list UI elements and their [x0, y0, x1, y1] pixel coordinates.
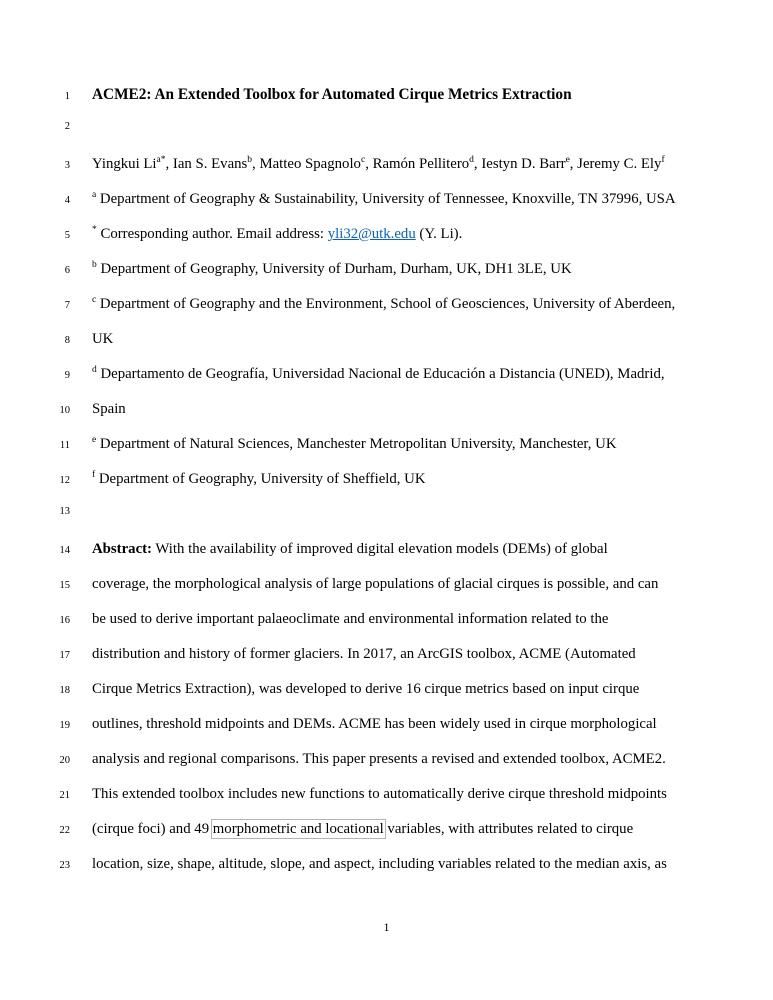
- abstract-text: analysis and regional comparisons. This paper presents a revised and extended toolbox, ACME2.: [92, 751, 666, 767]
- affiliation-text: Spain: [92, 401, 126, 417]
- abstract-text: outlines, threshold midpoints and DEMs. ACME has been widely used in cirque morphological: [92, 716, 657, 732]
- line-affiliation-e: [0, 436, 773, 471]
- page-number: 1: [383, 920, 390, 934]
- abstract-label: Abstract:: [92, 541, 152, 557]
- author-superscript: a*: [156, 155, 166, 166]
- line-affiliation-d: [0, 366, 773, 401]
- author-name: , Ian S. Evans: [165, 156, 248, 172]
- line-abstract-7: [0, 751, 773, 786]
- line-affiliation-b: [0, 261, 773, 296]
- line-affiliation-a: [0, 191, 773, 226]
- affiliation-superscript: d: [92, 365, 97, 376]
- affiliation-text: UK: [92, 331, 114, 347]
- affiliation-text: Department of Geography and the Environment, School of Geosciences, University of Aberdeen,: [96, 296, 676, 312]
- affiliation-text: Department of Natural Sciences, Manchester Metropolitan University, Manchester, UK: [96, 436, 617, 452]
- line-title: [0, 86, 773, 121]
- line-corresponding-author: [0, 226, 773, 261]
- line-abstract-6: [0, 716, 773, 751]
- line-affiliation-c-cont: [0, 331, 773, 366]
- line-abstract-8: [0, 786, 773, 821]
- affiliation-superscript: e: [92, 435, 97, 446]
- line-number: 15: [59, 580, 70, 591]
- line-affiliation-d-cont: [0, 401, 773, 436]
- line-number: 1: [64, 91, 70, 102]
- abstract-text: location, size, shape, altitude, slope, and aspect, including variables related to the median axis, as: [92, 856, 667, 872]
- manuscript-body: [0, 86, 773, 891]
- abstract-text: Cirque Metrics Extraction), was developed to derive 16 cirque metrics based on input cirque: [92, 681, 640, 697]
- line-number: 9: [64, 370, 70, 381]
- email-link[interactable]: yli32@utk.edu: [327, 226, 416, 242]
- author-superscript: b: [247, 155, 253, 166]
- author-name: , Iestyn D. Barr: [473, 156, 566, 172]
- author-superscript: c: [360, 155, 366, 166]
- abstract-text: This extended toolbox includes new functions to automatically derive cirque threshold midpoints: [92, 786, 667, 802]
- line-affiliation-c: [0, 296, 773, 331]
- corresponding-superscript: *: [92, 225, 97, 236]
- line-number: 5: [64, 230, 70, 241]
- abstract-text: be used to derive important palaeoclimate and environmental information related to the: [92, 611, 609, 627]
- affiliation-superscript: b: [92, 260, 97, 271]
- corresponding-note-suffix: (Y. Li).: [415, 226, 463, 242]
- line-abstract-1: [0, 541, 773, 576]
- line-number: 17: [59, 650, 70, 661]
- line-number: 4: [64, 195, 70, 206]
- line-affiliation-f: [0, 471, 773, 506]
- line-number: 13: [59, 506, 70, 517]
- affiliation-text: Departamento de Geografía, Universidad Nacional de Educación a Distancia (UNED), Madrid,: [96, 366, 665, 382]
- line-abstract-4: [0, 646, 773, 681]
- author-superscript: e: [565, 155, 570, 166]
- affiliation-text: Department of Geography, University of Sheffield, UK: [95, 471, 426, 487]
- author-name: , Ramón Pellitero: [365, 156, 470, 172]
- author-superscript: d: [469, 155, 474, 166]
- line-number: 19: [59, 720, 70, 731]
- line-number: 11: [59, 440, 70, 451]
- line-abstract-5: [0, 681, 773, 716]
- line-blank: [0, 506, 773, 541]
- line-number: 23: [59, 860, 70, 871]
- line-blank: [0, 121, 773, 156]
- line-authors: [0, 156, 773, 191]
- line-number: 8: [64, 335, 70, 346]
- line-number: 16: [59, 615, 70, 626]
- line-abstract-10: [0, 856, 773, 891]
- line-number: 18: [59, 685, 70, 696]
- line-number: 6: [64, 265, 70, 276]
- abstract-text: variables, with attributes related to cirque: [383, 821, 634, 837]
- abstract-text: With the availability of improved digital elevation models (DEMs) of global: [152, 541, 608, 557]
- line-number: 14: [59, 545, 70, 556]
- author-name: , Matteo Spagnolo: [252, 156, 361, 172]
- affiliation-superscript: f: [92, 470, 96, 481]
- author-superscript: f: [661, 155, 665, 166]
- line-abstract-9: [0, 821, 773, 856]
- corresponding-note: Corresponding author. Email address:: [96, 226, 328, 242]
- line-number: 3: [64, 160, 70, 171]
- line-number: 10: [59, 405, 70, 416]
- line-number: 21: [59, 790, 70, 801]
- author-name: Yingkui Li: [92, 156, 157, 172]
- line-number: 20: [59, 755, 70, 766]
- boxed-text: morphometric and locational: [212, 821, 384, 837]
- affiliation-text: Department of Geography, University of Durham, Durham, UK, DH1 3LE, UK: [96, 261, 572, 277]
- affiliation-superscript: c: [92, 295, 97, 306]
- line-number: 7: [64, 300, 70, 311]
- line-number: 2: [64, 121, 70, 132]
- line-number: 12: [59, 475, 70, 486]
- line-number: 22: [59, 825, 70, 836]
- abstract-text: distribution and history of former glaciers. In 2017, an ArcGIS toolbox, ACME (Automated: [92, 646, 636, 662]
- affiliation-text: Department of Geography & Sustainability, University of Tennessee, Knoxville, TN 37996, USA: [96, 191, 676, 207]
- abstract-text: (cirque foci) and 49: [92, 821, 213, 837]
- authors-line: [70, 156, 773, 173]
- paper-title: ACME2: An Extended Toolbox for Automated Cirque Metrics Extraction: [92, 86, 572, 103]
- line-abstract-3: [0, 611, 773, 646]
- line-abstract-2: [0, 576, 773, 611]
- abstract-text: coverage, the morphological analysis of large populations of glacial cirques is possible, and can: [92, 576, 659, 592]
- affiliation-superscript: a: [92, 190, 97, 201]
- author-name: , Jeremy C. Ely: [569, 156, 662, 172]
